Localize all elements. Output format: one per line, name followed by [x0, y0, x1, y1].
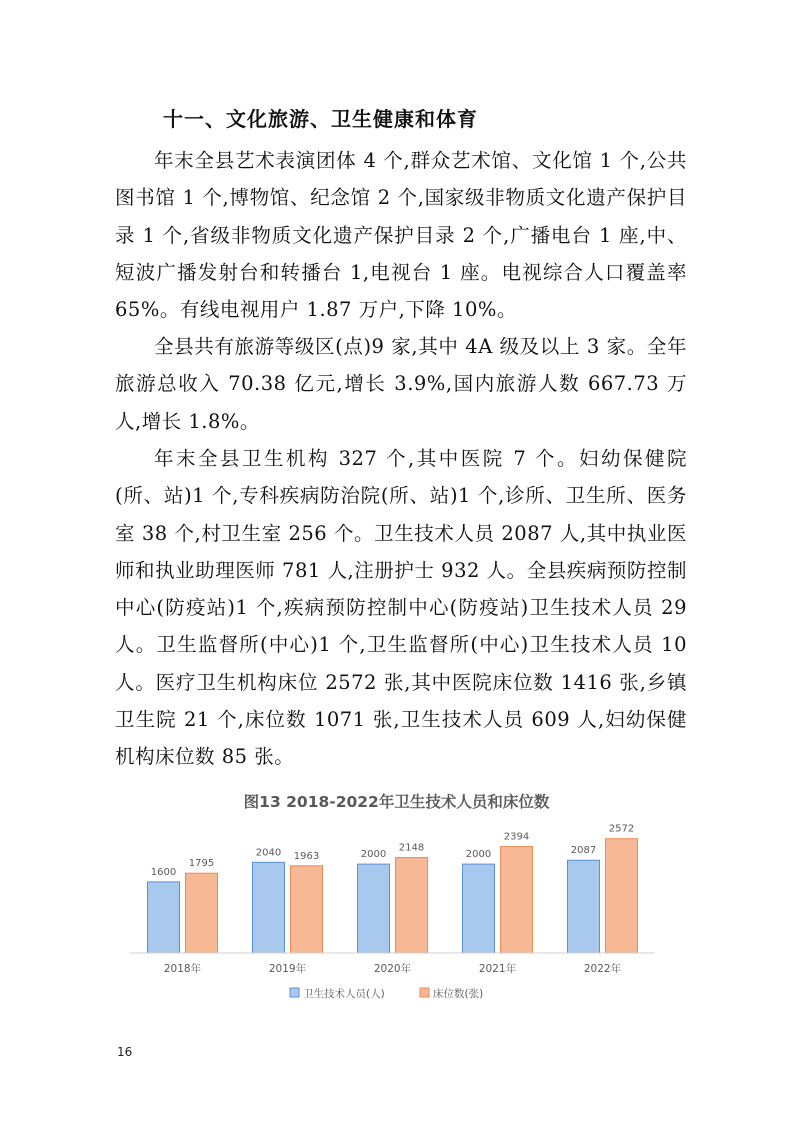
bar-staff-2 [358, 864, 390, 953]
x-tick-label-2: 2020年 [373, 963, 412, 975]
bar-beds-0 [186, 873, 218, 953]
legend-swatch-0 [290, 988, 299, 997]
data-label-staff-1: 2040 [255, 847, 282, 859]
legend-swatch-1 [420, 988, 429, 997]
data-label-staff-4: 2087 [570, 845, 597, 857]
bar-beds-3 [501, 847, 533, 953]
health-paragraph: 年末全县卫生机构 327 个,其中医院 7 个。妇幼保健院(所、站)1 个,专科疾病防治院(所、站)1 个,诊所、卫生所、医务室 38 个,村卫生室 256 个。卫生技术人员 2087 人,其中执业医师和执业助理医师 781 人,注册护士 932 人。全县疾病预防控制中心(防疫站)1 个,疾病预防控制中心(防疫站)卫生技术人员 29 人。卫生监督所(中心)1 个,卫生监督所(中心)卫生技术人员 10 人。医疗卫生机构床位 2572 张,其中医院床位数 1416 张,乡镇卫生院 21 个,床位数 1071 张,卫生技术人员 609 人,妇幼保健机构床位数 85 张。 [115, 447, 687, 769]
bar-beds-2 [396, 858, 428, 953]
legend-label-1: 床位数(张) [433, 988, 484, 1000]
data-label-staff-3: 2000 [465, 849, 492, 861]
data-label-beds-3: 2394 [503, 831, 530, 843]
data-label-beds-2: 2148 [398, 842, 425, 854]
bar-chart [130, 815, 660, 1015]
tourism-paragraph: 全县共有旅游等级区(点)9 家,其中 4A 级及以上 3 家。全年旅游总收入 70.38 亿元,增长 3.9%,国内旅游人数 667.73 万人,增长 1.8%。 [115, 335, 687, 433]
bar-beds-1 [291, 866, 323, 953]
x-tick-label-4: 2022年 [583, 963, 622, 975]
data-label-staff-2: 2000 [360, 849, 387, 861]
chart-title: 图13 2018-2022年卫生技术人员和床位数 [243, 793, 550, 811]
data-label-beds-1: 1963 [293, 850, 320, 862]
data-label-staff-0: 1600 [150, 866, 177, 878]
bar-staff-4 [568, 860, 600, 953]
bar-staff-1 [253, 862, 285, 953]
data-label-beds-4: 2572 [608, 823, 635, 835]
x-tick-label-1: 2019年 [268, 963, 307, 975]
data-label-beds-0: 1795 [188, 858, 215, 870]
x-tick-label-3: 2021年 [478, 963, 517, 975]
page-number: 16 [117, 1045, 133, 1059]
legend-label-0: 卫生技术人员(人) [303, 988, 385, 1000]
section-heading: 十一、文化旅游、卫生健康和体育 [163, 107, 478, 131]
bar-staff-3 [463, 864, 495, 953]
bar-beds-4 [606, 839, 638, 953]
culture-paragraph: 年末全县艺术表演团体 4 个,群众艺术馆、文化馆 1 个,公共图书馆 1 个,博物馆、纪念馆 2 个,国家级非物质文化遗产保护目录 1 个,省级非物质文化遗产保护目录 2 个,广播电台 1 座,中、短波广播发射台和转播台 1,电视台 1 座。电视综合人口覆盖率 65%。有线电视用户 1.87 万户,下降 10%。 [115, 149, 687, 322]
x-tick-label-0: 2018年 [163, 963, 202, 975]
bar-staff-0 [148, 882, 180, 953]
